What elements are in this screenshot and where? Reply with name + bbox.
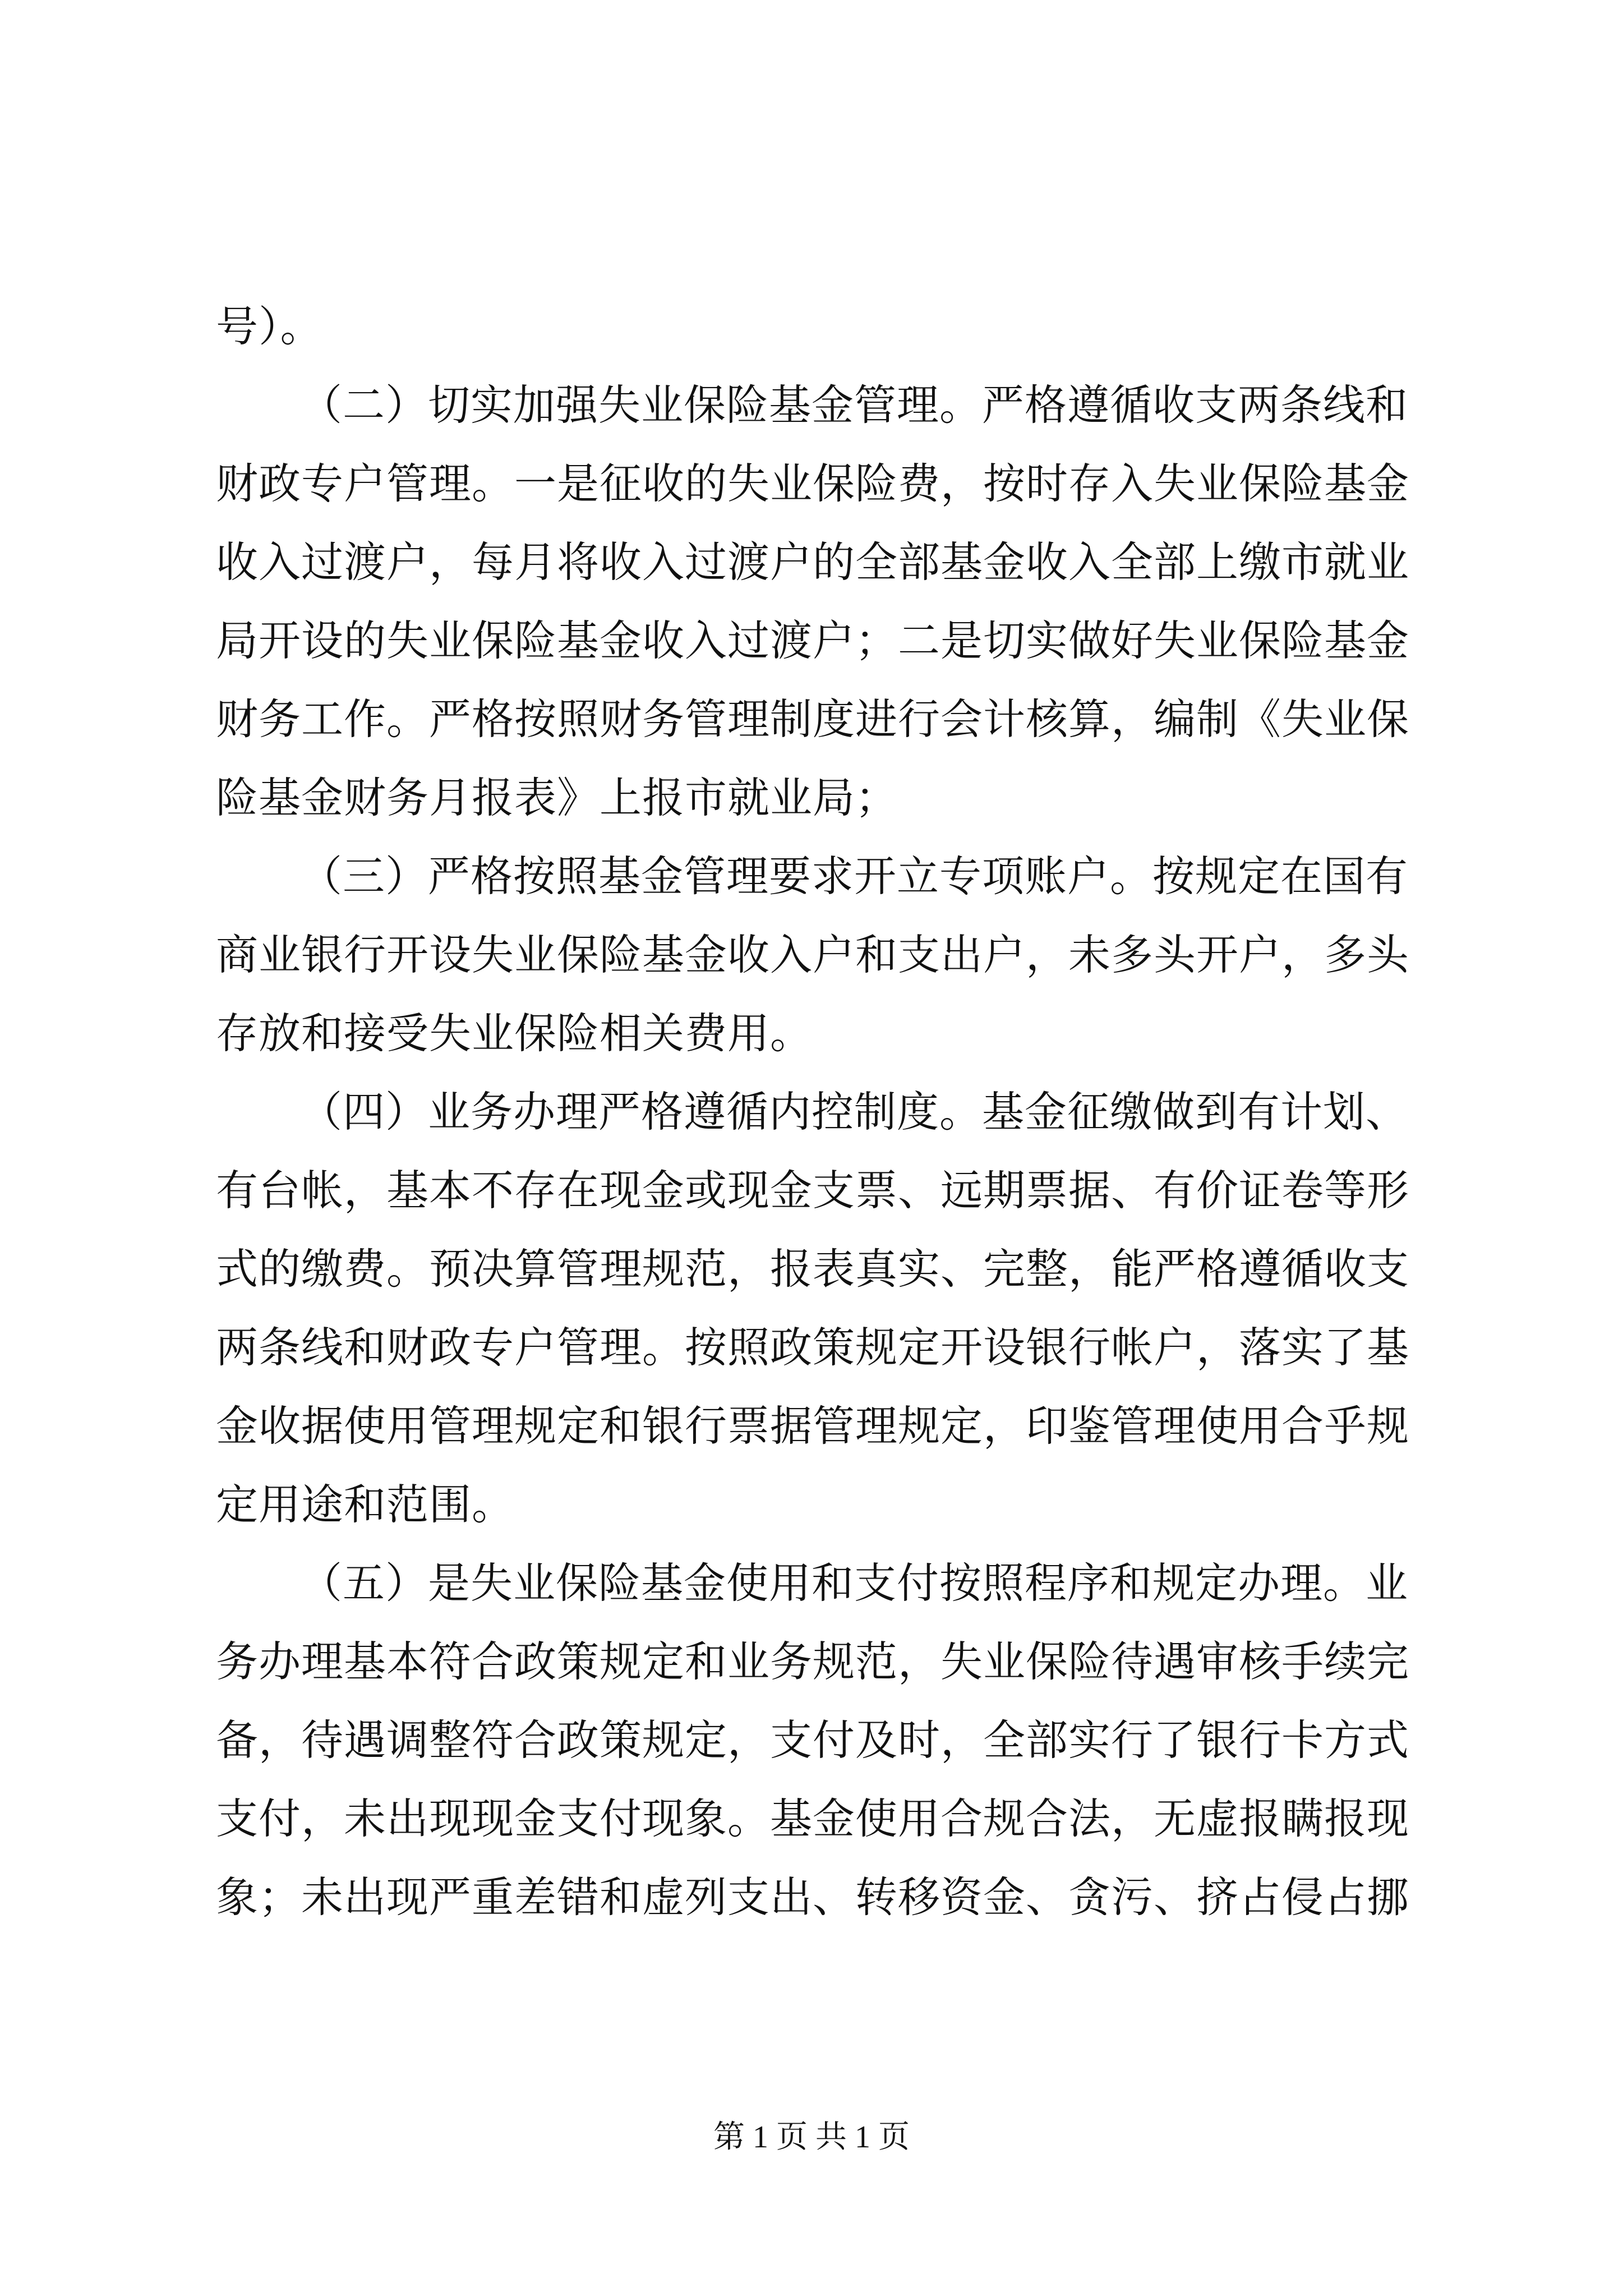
text-line: 存放和接受失业保险相关费用。: [216, 1009, 813, 1058]
text-line: 财政专户管理。一是征收的失业保险费，按时存入失业保险基金: [216, 459, 1410, 508]
text-line: 财务工作。严格按照财务管理制度进行会计核算，编制《失业保: [216, 694, 1410, 744]
paragraph-start-line: （二）切实加强失业保险基金管理。严格遵循收支两条线和: [300, 380, 1409, 430]
text-line: 商业银行开设失业保险基金收入户和支出户，未多头开户，多头: [216, 930, 1410, 979]
paragraph-start-line: （四）业务办理严格遵循内控制度。基金征缴做到有计划、: [300, 1087, 1409, 1137]
text-line: 式的缴费。预决算管理规范，报表真实、完整，能严格遵循收支: [216, 1244, 1410, 1294]
text-line: 备，待遇调整符合政策规定，支付及时，全部实行了银行卡方式: [216, 1715, 1410, 1765]
page-footer: 第 1 页 共 1 页: [713, 2120, 910, 2155]
text-line: 定用途和范围。: [216, 1480, 515, 1529]
text-line: 支付，未出现现金支付现象。基金使用合规合法，无虚报瞒报现: [216, 1794, 1410, 1843]
text-line: 有台帐，基本不存在现金或现金支票、远期票据、有价证卷等形: [216, 1166, 1410, 1215]
paragraph-start-line: （五）是失业保险基金使用和支付按照程序和规定办理。业: [300, 1558, 1409, 1608]
text-line: 局开设的失业保险基金收入过渡户；二是切实做好失业保险基金: [216, 616, 1410, 665]
text-line: 号）。: [216, 302, 323, 351]
paragraph-start-line: （三）严格按照基金管理要求开立专项账户。按规定在国有: [300, 852, 1409, 901]
text-line: 象；未出现严重差错和虚列支出、转移资金、贪污、挤占侵占挪: [216, 1872, 1410, 1922]
text-line: 务办理基本符合政策规定和业务规范，失业保险待遇审核手续完: [216, 1637, 1410, 1686]
text-line: 险基金财务月报表》上报市就业局；: [216, 773, 898, 822]
text-line: 收入过渡户，每月将收入过渡户的全部基金收入全部上缴市就业: [216, 537, 1410, 587]
text-line: 两条线和财政专户管理。按照政策规定开设银行帐户，落实了基: [216, 1323, 1410, 1372]
text-line: 金收据使用管理规定和银行票据管理规定，印鉴管理使用合乎规: [216, 1401, 1410, 1451]
